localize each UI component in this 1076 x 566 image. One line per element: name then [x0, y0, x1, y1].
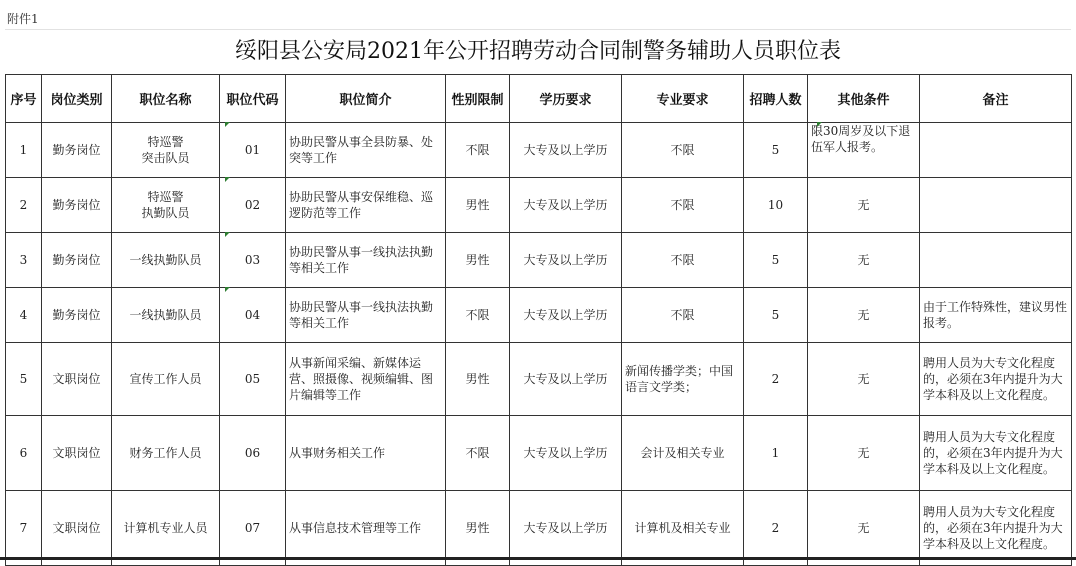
header-code: 职位代码: [220, 75, 286, 123]
cell-desc: 协助民警从事全县防暴、处突等工作: [286, 123, 446, 178]
table-row: [6, 178, 1072, 233]
cell-major: 会计及相关专业: [622, 416, 744, 491]
cell-position: 一线执勤队员: [112, 233, 220, 288]
cell-gender: 男性: [446, 343, 510, 416]
cell-position: [112, 178, 220, 233]
cell-major: 新闻传播学类；中国语言文学类；: [622, 343, 744, 416]
cell-major: 计算机及相关专业: [622, 491, 744, 566]
cell-education: 大专及以上学历: [510, 178, 622, 233]
cell-no: 7: [6, 491, 42, 566]
cell-code: 07: [220, 491, 286, 566]
cell-marker: [225, 287, 230, 292]
cell-education: 大专及以上学历: [510, 416, 622, 491]
cell-count: 2: [744, 343, 808, 416]
cell-other: 无: [808, 416, 920, 491]
cell-remark: 由于工作特殊性，建议男性报考。: [920, 288, 1072, 343]
cell-position: 一线执勤队员: [112, 288, 220, 343]
cell-code: 05: [220, 343, 286, 416]
cell-desc: 协助民警从事安保维稳、巡逻防范等工作: [286, 178, 446, 233]
cell-no: 5: [6, 343, 42, 416]
spreadsheet-sheet: [5, 8, 1071, 555]
cell-other: 无: [808, 491, 920, 566]
attachment-label: 附件1: [5, 8, 1071, 30]
cell-other: 无: [808, 288, 920, 343]
cell-category: 文职岗位: [42, 416, 112, 491]
header-position: 职位名称: [112, 75, 220, 123]
cell-count: 2: [744, 491, 808, 566]
cell-remark: [920, 233, 1072, 288]
table-row: [6, 123, 1072, 178]
table-row: [6, 288, 1072, 343]
cell-count: 1: [744, 416, 808, 491]
cell-remark: [920, 178, 1072, 233]
header-count: 招聘人数: [744, 75, 808, 123]
cell-other: 无: [808, 343, 920, 416]
header-no: 序号: [6, 75, 42, 123]
header-major: 专业要求: [622, 75, 744, 123]
cell-education: 大专及以上学历: [510, 343, 622, 416]
cell-no: 6: [6, 416, 42, 491]
cell-position: 财务工作人员: [112, 416, 220, 491]
table-row: [6, 491, 1072, 566]
cell-code: 03: [220, 233, 286, 288]
cell-gender: 不限: [446, 288, 510, 343]
table-row: [6, 343, 1072, 416]
cell-desc: 协助民警从事一线执法执勤等相关工作: [286, 288, 446, 343]
table-row: [6, 233, 1072, 288]
cell-major: 不限: [622, 288, 744, 343]
cell-category: 勤务岗位: [42, 288, 112, 343]
table-row: [6, 416, 1072, 491]
cell-other: 限30周岁及以下退伍军人报考。: [808, 123, 920, 178]
cell-desc: 从事新闻采编、新媒体运营、照摄像、视频编辑、图片编辑等工作: [286, 343, 446, 416]
cell-no: 3: [6, 233, 42, 288]
cell-desc: 从事财务相关工作: [286, 416, 446, 491]
cell-category: 勤务岗位: [42, 233, 112, 288]
position-line: 特巡警 执勤队员: [141, 190, 190, 220]
cell-gender: 男性: [446, 178, 510, 233]
cell-count: 5: [744, 123, 808, 178]
header-desc: 职位简介: [286, 75, 446, 123]
cell-no: 1: [6, 123, 42, 178]
cell-no: 2: [6, 178, 42, 233]
cell-count: 5: [744, 233, 808, 288]
cell-marker: [225, 232, 230, 237]
table-title: 绥阳县公安局2021年公开招聘劳动合同制警务辅助人员职位表: [235, 39, 841, 64]
position-line: 特巡警 突击队员: [141, 135, 190, 165]
cell-category: 文职岗位: [42, 491, 112, 566]
cell-desc: 协助民警从事一线执法执勤等相关工作: [286, 233, 446, 288]
header-row: [6, 75, 1072, 123]
cell-other: 无: [808, 178, 920, 233]
cell-desc: 从事信息技术管理等工作: [286, 491, 446, 566]
cell-marker: [225, 177, 230, 182]
cell-marker: [817, 122, 822, 127]
cell-gender: 不限: [446, 416, 510, 491]
cell-category: 文职岗位: [42, 343, 112, 416]
header-category: 岗位类别: [42, 75, 112, 123]
cell-position: 宣传工作人员: [112, 343, 220, 416]
header-other: 其他条件: [808, 75, 920, 123]
cell-remark: [920, 123, 1072, 178]
cell-gender: 不限: [446, 123, 510, 178]
cell-major: 不限: [622, 123, 744, 178]
cell-major: 不限: [622, 178, 744, 233]
cell-count: 10: [744, 178, 808, 233]
cell-code: 06: [220, 416, 286, 491]
header-remark: 备注: [920, 75, 1072, 123]
cell-code: 02: [220, 178, 286, 233]
bottom-border: [0, 557, 1076, 560]
cell-code: 01: [220, 123, 286, 178]
cell-count: 5: [744, 288, 808, 343]
cell-remark: 聘用人员为大专文化程度的，必须在3年内提升为大学本科及以上文化程度。: [920, 491, 1072, 566]
cell-no: 4: [6, 288, 42, 343]
cell-code: 04: [220, 288, 286, 343]
cell-category: 勤务岗位: [42, 178, 112, 233]
cell-position: [112, 123, 220, 178]
cell-category: 勤务岗位: [42, 123, 112, 178]
cell-gender: 男性: [446, 233, 510, 288]
header-gender: 性别限制: [446, 75, 510, 123]
cell-education: 大专及以上学历: [510, 233, 622, 288]
cell-other: 无: [808, 233, 920, 288]
cell-position: 计算机专业人员: [112, 491, 220, 566]
cell-remark: 聘用人员为大专文化程度的，必须在3年内提升为大学本科及以上文化程度。: [920, 343, 1072, 416]
cell-marker: [225, 122, 230, 127]
cell-gender: 男性: [446, 491, 510, 566]
header-education: 学历要求: [510, 75, 622, 123]
cell-major: 不限: [622, 233, 744, 288]
positions-table: [5, 74, 1072, 566]
cell-remark: 聘用人员为大专文化程度的，必须在3年内提升为大学本科及以上文化程度。: [920, 416, 1072, 491]
cell-education: 大专及以上学历: [510, 123, 622, 178]
cell-education: 大专及以上学历: [510, 491, 622, 566]
cell-education: 大专及以上学历: [510, 288, 622, 343]
